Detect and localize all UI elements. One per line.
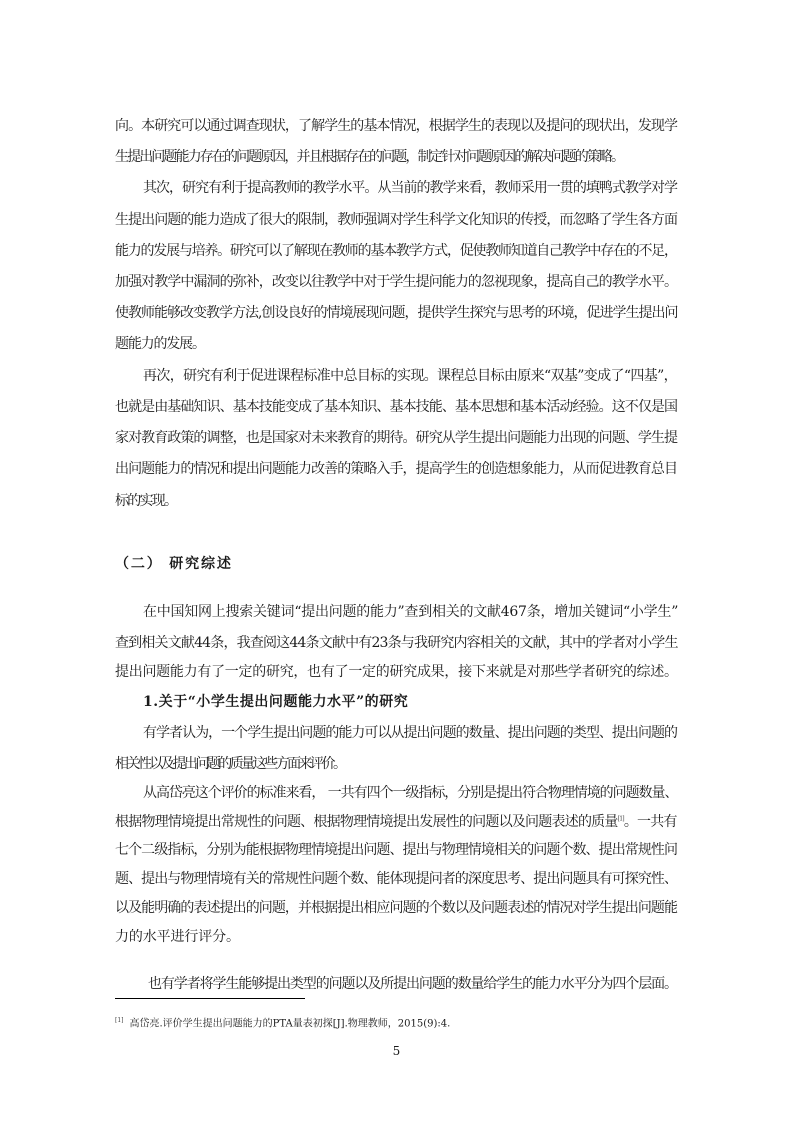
text-line: 相关性以及提出问题的质量这些方面来评价。: [115, 756, 345, 772]
text-line: 出问题能力的情况和提出问题能力改善的策略入手，提高学生的创造想象能力，从而促进教育总目: [115, 461, 678, 477]
text-line: 题能力的发展。: [115, 336, 205, 352]
footnote-ref: [1]: [617, 815, 624, 823]
text-line: 再次，研究有利于促进课程标准中总目标的实现。课程总目标由原来“双基”变成了“四基”，: [143, 368, 677, 384]
text-line: 力的水平进行评分。: [115, 929, 240, 945]
footnote-text: 高岱亮.评价学生提出问题能力的PTA量表初探[J].物理教师，2015(9):4.: [129, 1018, 451, 1030]
text-line: 从高岱亮这个评价的标准来看， 一共有四个一级指标，分别是提出符合物理情境的问题数量、: [143, 785, 678, 801]
text-line: 题、提出与物理情境有关的常规性问题个数、能体现提问者的深度思考、提出问题具有可探究性、: [115, 871, 678, 887]
text-line: 能力的发展与培养。研究可以了解现在教师的基本教学方式，促使教师知道自己教学中存在的不足，: [115, 243, 677, 259]
text-line: 七个二级指标，分别为能根据物理情境提出问题、提出与物理情境相关的问题个数、提出常规性问: [115, 842, 678, 858]
page-number: 5: [392, 1044, 401, 1058]
text-line: 也就是由基础知识、基本技能变成了基本知识、基本技能、基本思想和基本活动经验。这不仅是国: [115, 399, 678, 415]
text-line: 标的实现。: [115, 493, 177, 509]
section-heading: （二） 研究综述: [115, 556, 233, 572]
text-line: 查到相关文献44条，我查阅这44条文献中有23条与我研究内容相关的文献，其中的学者对小学生: [115, 635, 678, 651]
text-line: 提出问题能力有了一定的研究，也有了一定的研究成果，接下来就是对那些学者研究的综述。: [115, 664, 678, 680]
text-line: 生提出问题能力存在的问题原因，并且根据存在的问题，制定针对问题原因的解决问题的策略。: [115, 149, 624, 165]
text-line: 也有学者将学生能够提出类型的问题以及所提出问题的数量给学生的能力水平分为四个层面。: [148, 976, 677, 992]
text-line: 在中国知网上搜索关键词“提出问题的能力”查到相关的文献467条，增加关键词“小学生”: [143, 604, 679, 620]
section-heading: 1.关于“小学生提出问题能力水平”的研究: [143, 694, 409, 710]
text-line: 根据物理情境提出常规性的问题、根据物理情境提出发展性的问题以及问题表述的质量[1]。一共有: [115, 814, 677, 830]
text-line: 以及能明确的表述提出的问题，并根据提出相应问题的个数以及问题表述的情况对学生提出问题能: [115, 900, 678, 916]
text-line: 生提出问题的能力造成了很大的限制，教师强调对学生科学文化知识的传授，而忽略了学生各方面: [115, 212, 678, 228]
footnote-separator: [115, 998, 305, 999]
footnote: [115, 1016, 450, 1029]
footnote-mark: [1]: [115, 1017, 124, 1024]
text-line: 有学者认为，一个学生提出问题的能力可以从提出问题的数量、提出问题的类型、提出问题的: [143, 725, 678, 741]
text-line: 家对教育政策的调整，也是国家对未来教育的期待。研究从学生提出问题能力出现的问题、学生提: [115, 430, 678, 446]
text-line: 加强对教学中漏洞的弥补，改变以往教学中对于学生提问能力的忽视现象，提高自己的教学水平。: [115, 274, 678, 290]
text-line: 向。本研究可以通过调查现状，了解学生的基本情况，根据学生的表现以及提问的现状出，发现学: [115, 118, 678, 134]
text-line: 使教师能够改变教学方法,创设良好的情境展现问题，提供学生探究与思考的环境，促进学生提出问: [115, 305, 678, 321]
text-line: 其次，研究有利于提高教师的教学水平。从当前的教学来看，教师采用一贯的填鸭式教学对学: [143, 180, 678, 196]
